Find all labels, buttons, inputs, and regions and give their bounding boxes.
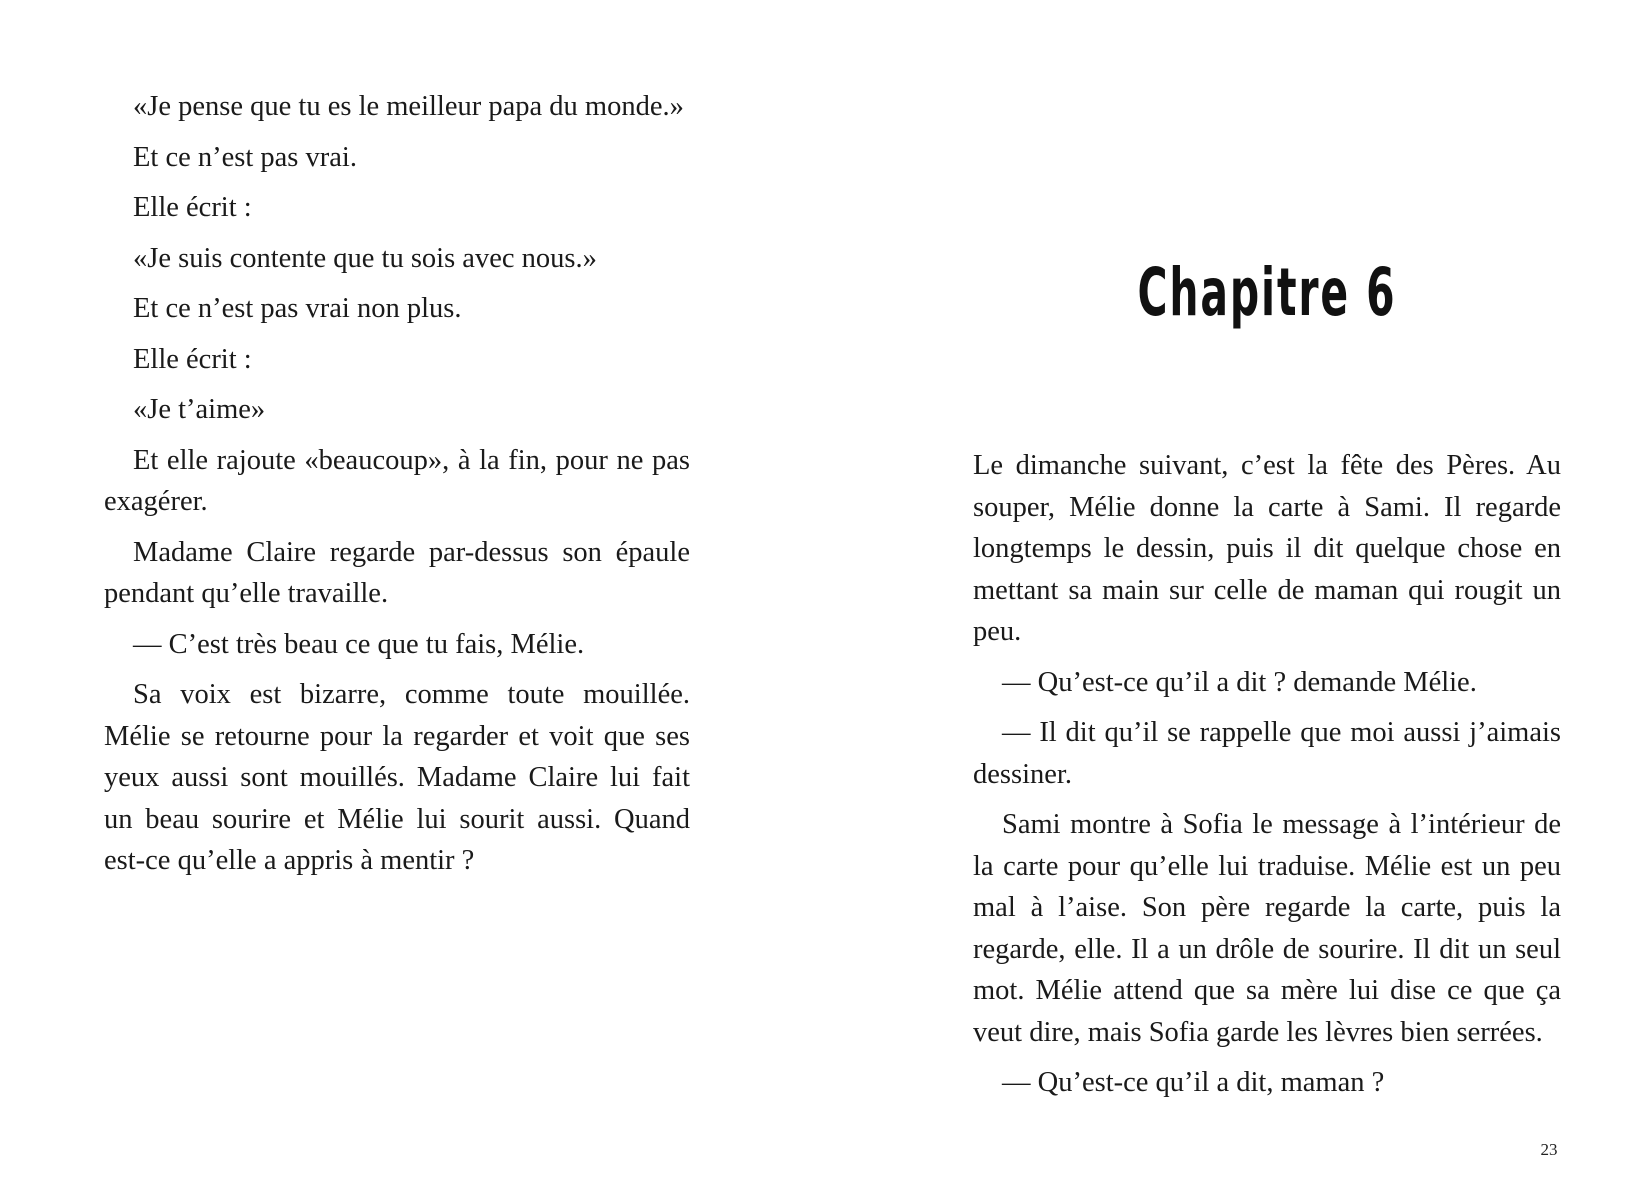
paragraph: Et ce n’est pas vrai non plus. — [133, 293, 462, 324]
paragraph: — C’est très beau ce que tu fais, Mélie. — [133, 628, 585, 660]
paragraph: Et ce n’est pas vrai. — [133, 141, 357, 173]
paragraph: Sami montre à Sofia le message à l’intérieur de la carte pour qu’elle lui traduise. Mélie est un peu mal à l’aise. Son père regarde la carte, puis la regarde, elle. Il a un drôle de sourire. Il dit un seul mot. Mélie attend que sa mère lui dise ce que ça veut dire, mais Sofia garde les lèvres bien serrées. — [973, 809, 1561, 1048]
paragraph: — Qu’est-ce qu’il a dit ? demande Mélie. — [1002, 666, 1477, 698]
paragraph: Elle écrit : — [133, 343, 252, 375]
paragraph: Elle écrit : — [133, 192, 252, 223]
right-page-text — [973, 445, 1561, 1113]
paragraph: Sa voix est bizarre, comme toute mouillée. Mélie se retourne pour la regarder et voit que ses yeux aussi sont mouillés. Madame Claire lui fait un beau sourire et Mélie lui sourit aussi. Quand est-ce qu’elle a appris à mentir ? — [104, 679, 690, 876]
chapter-title: Chapitre 6 — [1137, 254, 1397, 331]
paragraph: «Je pense que tu es le meilleur papa du monde.» — [133, 91, 684, 122]
page-number: 23 — [1540, 1140, 1558, 1159]
right-page — [825, 0, 1650, 1200]
paragraph: «Je suis contente que tu sois avec nous.» — [133, 242, 597, 274]
paragraph: — Il dit qu’il se rappelle que moi aussi j’aimais dessiner. — [973, 717, 1561, 790]
paragraph: Madame Claire regarde par-dessus son épaule pendant qu’elle travaille. — [104, 536, 690, 609]
paragraph: Le dimanche suivant, c’est la fête des Pères. Au souper, Mélie donne la carte à Sami. Il regarde longtemps le dessin, puis il dit quelque chose en mettant sa main sur celle de maman qui rougit un peu. — [973, 450, 1561, 647]
paragraph: — Qu’est-ce qu’il a dit, maman ? — [1002, 1067, 1385, 1098]
left-page-text — [104, 86, 690, 891]
paragraph: Et elle rajoute «beaucoup», à la fin, pour ne pas exagérer. — [104, 444, 690, 517]
paragraph: «Je t’aime» — [133, 394, 266, 425]
